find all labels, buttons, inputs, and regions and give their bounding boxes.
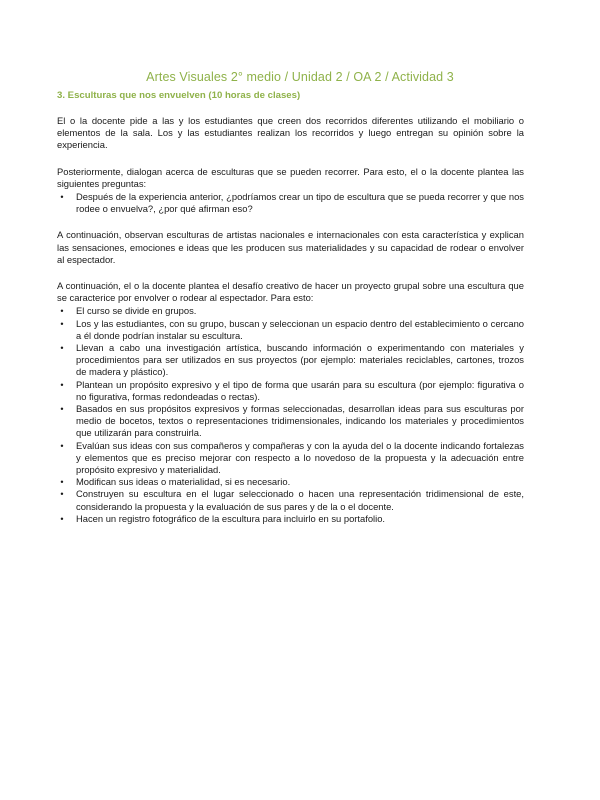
list-item bbox=[57, 318, 524, 342]
list-item bbox=[57, 342, 524, 379]
list-item bbox=[57, 476, 524, 488]
questions-list bbox=[57, 191, 524, 215]
list-item bbox=[57, 488, 524, 512]
step-text: El curso se divide en grupos. bbox=[76, 305, 197, 317]
steps-list bbox=[57, 305, 524, 525]
step-text: Evalúan sus ideas con sus compañeros y compañeras y con la ayuda del o la docente indicando fortalezas y elementos que es preciso mejorar con respecto a lo novedoso de la propuesta y la adecuación entre propósito expresivo y materialidad. bbox=[76, 439, 524, 476]
paragraph-questions-intro: Posteriormente, dialogan acerca de esculturas que se pueden recorrer. Para esto, el o la docente plantea las siguientes preguntas: bbox=[57, 165, 524, 189]
bullet-icon: • bbox=[60, 489, 64, 500]
page-header-title: Artes Visuales 2° medio / Unidad 2 / OA 2 / Actividad 3 bbox=[146, 70, 454, 84]
bullet-icon: • bbox=[60, 343, 64, 354]
list-item bbox=[57, 379, 524, 403]
step-text: Hacen un registro fotográfico de la escultura para incluirlo en su portafolio. bbox=[76, 512, 386, 524]
paragraph-creative-challenge: A continuación, el o la docente plantea el desafío creativo de hacer un proyecto grupal sobre una escultura que se caracterice por envolver o rodear al espectador. Para esto: bbox=[57, 280, 524, 304]
bullet-icon: • bbox=[60, 192, 64, 203]
bullet-icon: • bbox=[60, 440, 64, 451]
step-text: Los y las estudiantes, con su grupo, buscan y seleccionan un espacio dentro del establecimiento o cercano a él donde podrían instalar su escultura. bbox=[76, 317, 524, 341]
bullet-icon: • bbox=[60, 306, 64, 317]
step-text: Plantean un propósito expresivo y el tipo de forma que usarán para su escultura (por ejemplo: figurativa o no figurativa, formas redondeadas o rectas). bbox=[76, 378, 524, 402]
list-item bbox=[57, 403, 524, 440]
bullet-icon: • bbox=[60, 379, 64, 390]
step-text: Construyen su escultura en el lugar seleccionado o hacen una representación tridimensional de este, considerando la propuesta y la evaluación de sus pares y de la o el docente. bbox=[76, 488, 524, 512]
section-title: 3. Esculturas que nos envuelven (10 horas de clases) bbox=[57, 90, 301, 101]
bullet-icon: • bbox=[60, 513, 64, 524]
step-text: Modifican sus ideas o materialidad, si es necesario. bbox=[76, 476, 291, 488]
list-item bbox=[57, 440, 524, 477]
question-text: Después de la experiencia anterior, ¿podríamos crear un tipo de escultura que se pueda recorrer y que nos rodee o envuelva?, ¿por qué afirman eso? bbox=[76, 191, 524, 215]
document-body bbox=[57, 115, 524, 539]
paragraph-observe-sculptures: A continuación, observan esculturas de artistas nacionales e internacionales con esta característica y explican las sensaciones, emociones e ideas que les producen sus materialidades y su capacidad de rodear o envolver al espectador. bbox=[57, 229, 524, 265]
bullet-icon: • bbox=[60, 477, 64, 488]
list-item bbox=[57, 305, 524, 317]
bullet-icon: • bbox=[60, 318, 64, 329]
bullet-icon: • bbox=[60, 404, 64, 415]
step-text: Basados en sus propósitos expresivos y formas seleccionadas, desarrollan ideas para sus esculturas por medio de bocetos, textos o representaciones tridimensionales, indicando los materiales y procedimientos que utilizarán para construirla. bbox=[76, 403, 524, 439]
step-text: Llevan a cabo una investigación artística, buscando información o experimentando con materiales y procedimientos para ser utilizados en sus proyectos (por ejemplo: materiales reciclables, cartones, trozos de madera y plástico). bbox=[76, 342, 524, 378]
list-item bbox=[57, 191, 524, 215]
list-item bbox=[57, 513, 524, 525]
paragraph-intro-activity: El o la docente pide a las y los estudiantes que creen dos recorridos diferentes utilizando el mobiliario o elementos de la sala. Los y las estudiantes realizan los recorridos y luego entregan su opinión sobre la experiencia. bbox=[57, 115, 524, 151]
